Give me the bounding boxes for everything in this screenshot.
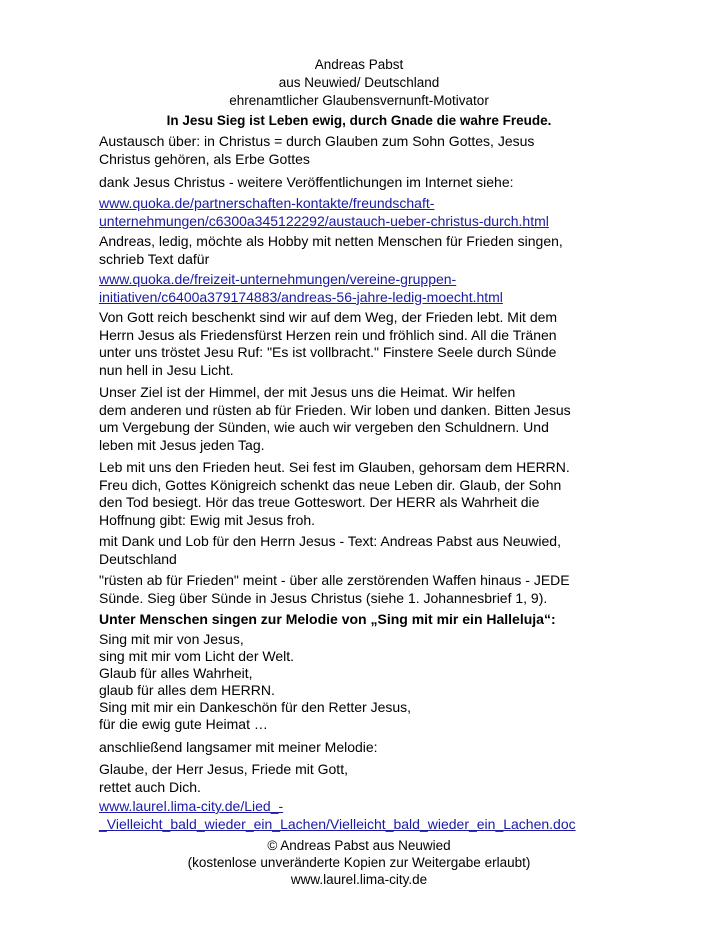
text-line: um Vergebung der Sünden, wie auch wir vergeben den Schuldnern. Und: [99, 419, 549, 435]
lyric-line: rettet auch Dich.: [99, 778, 201, 795]
text-line: Deutschland: [99, 550, 177, 567]
lyric-line: sing mit mir vom Licht der Welt.: [99, 648, 295, 664]
link-line[interactable]: www.quoka.de/freizeit-unternehmungen/vereine-gruppen-: [99, 271, 457, 287]
lyric-line: Sing mit mir von Jesus,: [99, 631, 244, 647]
link-line[interactable]: www.laurel.lima-city.de/Lied_-: [99, 798, 284, 814]
song-lyrics-2: [99, 761, 619, 796]
paragraph-verse-1: [99, 309, 619, 379]
text-line: Freu dich, Gottes Königreich schenkt das neue Leben dir. Glaub, der Sohn: [99, 476, 562, 493]
link-line[interactable]: _Vielleicht_bald_wieder_ein_Lachen/Vielleicht_bald_wieder_ein_Lachen.doc: [99, 815, 576, 832]
paragraph-publications: dank Jesus Christus - weitere Veröffentlichungen im Internet siehe:: [99, 174, 514, 190]
text-line: Sünde. Sieg über Sünde in Jesus Christus (siehe 1. Johannesbrief 1, 9).: [99, 589, 548, 606]
lyric-line: Glaub für alles Wahrheit,: [99, 665, 253, 681]
footer-copyright: © Andreas Pabst aus Neuwied: [267, 838, 451, 853]
footer-note: (kostenlose unveränderte Kopien zur Weitergabe erlaubt): [187, 855, 531, 870]
song-heading: Unter Menschen singen zur Melodie von „Sing mit mir ein Halleluja“:: [99, 611, 556, 627]
text-line: dem anderen und rüsten ab für Frieden. Wir loben und danken. Bitten Jesus: [99, 401, 571, 418]
lyric-line: Glaube, der Herr Jesus, Friede mit Gott,: [99, 761, 348, 777]
link-line[interactable]: unternehmungen/c6300a345122292/austauch-ueber-christus-durch.html: [99, 212, 549, 229]
text-line: mit Dank und Lob für den Herrn Jesus - Text: Andreas Pabst aus Neuwied,: [99, 533, 561, 549]
link-quoka-exchange[interactable]: [99, 195, 619, 230]
text-line: Hoffnung gibt: Ewig mit Jesus froh.: [99, 511, 316, 528]
paragraph-melody-note: anschließend langsamer mit meiner Melodie:: [99, 739, 378, 755]
text-line: Leb mit uns den Frieden heut. Sei fest im Glauben, gehorsam dem HERRN.: [99, 459, 570, 475]
link-line[interactable]: initiativen/c6400a379174883/andreas-56-jahre-ledig-moecht.html: [99, 288, 503, 305]
lyric-line: glaub für alles dem HERRN.: [99, 682, 275, 698]
text-line: den Tod besiegt. Hör das treue Gotteswort. Der HERR als Wahrheit die: [99, 494, 540, 510]
text-line: nun hell in Jesu Licht.: [99, 361, 234, 378]
text-line: Von Gott reich beschenkt sind wir auf dem Weg, der Frieden lebt. Mit dem: [99, 309, 558, 325]
link-quoka-hobby[interactable]: [99, 271, 619, 306]
author-role: ehrenamtlicher Glaubensvernunft-Motivator: [229, 93, 489, 108]
song-lyrics: [99, 631, 619, 733]
motto: In Jesu Sieg ist Leben ewig, durch Gnade die wahre Freude.: [166, 113, 552, 128]
author-name: Andreas Pabst: [314, 57, 404, 72]
paragraph-verse-2: [99, 384, 619, 454]
author-origin: aus Neuwied/ Deutschland: [278, 75, 440, 90]
text-line: Herrn Jesus als Friedensfürst Herzen rein und fröhlich sind. All die Tränen: [99, 326, 557, 343]
text-line: "rüsten ab für Frieden" meint - über alle zerstörenden Waffen hinaus - JEDE: [99, 572, 570, 588]
text-line: Christus gehören, als Erbe Gottes: [99, 150, 310, 167]
paragraph-exchange: [99, 133, 619, 168]
text-line: leben mit Jesus jeden Tag.: [99, 436, 265, 453]
text-line: Andreas, ledig, möchte als Hobby mit netten Menschen für Frieden singen,: [99, 233, 563, 249]
footer-site: www.laurel.lima-city.de: [290, 872, 428, 887]
link-line[interactable]: www.quoka.de/partnerschaften-kontakte/freundschaft-: [99, 195, 435, 211]
link-laurel-song[interactable]: [99, 798, 619, 833]
text-line: Austausch über: in Christus = durch Glauben zum Sohn Gottes, Jesus: [99, 133, 535, 149]
text-line: unter uns tröstet Jesu Ruf: "Es ist vollbracht." Finstere Seele durch Sünde: [99, 344, 557, 360]
paragraph-disarm-note: [99, 572, 619, 607]
paragraph-verse-3: [99, 459, 619, 529]
lyric-line: Sing mit mir ein Dankeschön für den Retter Jesus,: [99, 699, 412, 715]
text-line: schrieb Text dafür: [99, 250, 210, 267]
paragraph-credit: [99, 533, 619, 568]
text-line: Unser Ziel ist der Himmel, der mit Jesus uns die Heimat. Wir helfen: [99, 384, 516, 400]
paragraph-hobby: [99, 233, 619, 268]
lyric-line: für die ewig gute Heimat …: [99, 716, 268, 732]
